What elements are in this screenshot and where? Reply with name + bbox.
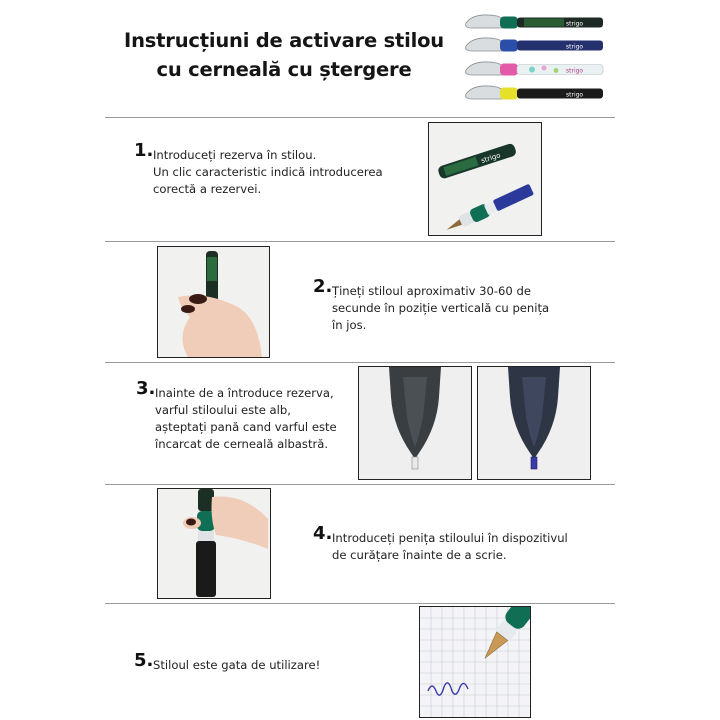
step-3-line: varful stiloului este alb,	[155, 403, 291, 417]
step-1-text	[153, 147, 383, 198]
pen-pink-icon	[466, 62, 603, 76]
step-3-photo-blue-tip	[477, 366, 591, 480]
step-1-photo	[428, 122, 542, 236]
step-5-line: Stiloul este gata de utilizare!	[153, 658, 321, 672]
step-3-number: 3.	[136, 378, 156, 399]
divider-3	[105, 362, 615, 363]
step-2-line: Țineți stiloul aproximativ 30-60 de	[332, 284, 531, 298]
pen-yellow-icon	[466, 86, 603, 100]
step-1-line: Un clic caracteristic indică introducerea	[153, 165, 383, 179]
step-3-photo-white-tip	[358, 366, 472, 480]
step-3-line: așteptați pană cand varful este	[155, 420, 337, 434]
pen-green-icon	[466, 15, 603, 29]
divider-5	[105, 603, 615, 604]
step-1-number: 1.	[134, 140, 154, 161]
pen-brand-4: strigo	[566, 91, 584, 99]
step-1-line: corectă a rezervei.	[153, 182, 262, 196]
step-1-line: Introduceți rezerva în stilou.	[153, 148, 317, 162]
step-3-line: Inainte de a întroduce rezerva,	[155, 386, 334, 400]
step-4-line: de curățare înainte de a scrie.	[332, 548, 507, 562]
title-line-1: Instrucțiuni de activare stilou	[124, 29, 444, 52]
step-3-line: încarcat de cerneală albastră.	[155, 437, 329, 451]
divider-1	[105, 117, 615, 118]
step-4-line: Introduceți penița stiloului în dispozitivul	[332, 531, 568, 545]
step-2-line: în jos.	[332, 318, 367, 332]
pens-illustration	[462, 8, 612, 108]
pen-brand-3: strigo	[566, 67, 584, 75]
divider-2	[105, 241, 615, 242]
step-4-text	[332, 530, 568, 564]
step-3-text	[155, 385, 337, 453]
step-1-brand: strigo	[480, 151, 502, 166]
page-title	[108, 26, 460, 84]
step-4-photo	[157, 488, 271, 599]
title-line-2: cu cerneală cu ștergere	[156, 58, 412, 81]
pen-blue-icon	[466, 38, 603, 52]
step-5-number: 5.	[134, 650, 154, 671]
step-4-number: 4.	[313, 523, 333, 544]
divider-4	[105, 484, 615, 485]
pen-brand-1: strigo	[566, 20, 584, 28]
step-5-text	[153, 657, 320, 674]
step-2-number: 2.	[313, 276, 333, 297]
step-2-text	[332, 283, 549, 334]
step-2-line: secunde în poziție verticală cu penița	[332, 301, 550, 315]
pen-brand-2: strigo	[566, 43, 584, 51]
step-2-photo	[157, 246, 270, 358]
step-5-photo	[419, 606, 531, 718]
